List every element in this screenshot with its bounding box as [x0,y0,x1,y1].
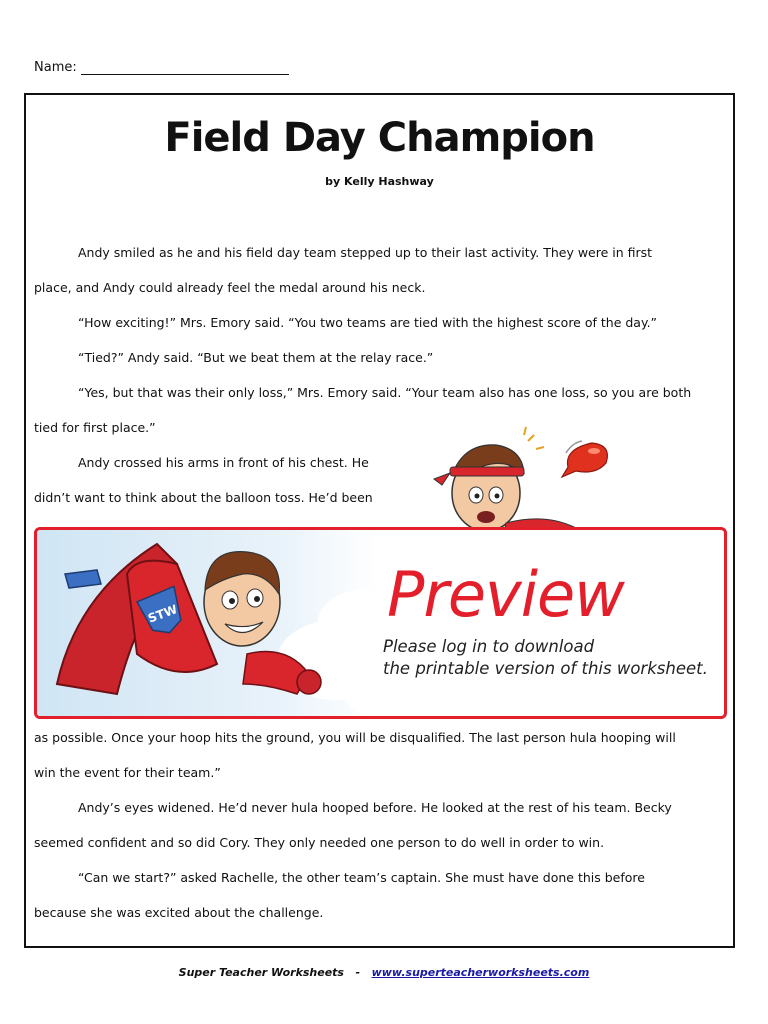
story-line: Andy crossed his arms in front of his chest. He [78,455,369,470]
story-line: tied for first place.” [34,420,156,435]
footer-website-link[interactable]: www.superteacherworksheets.com [371,966,590,979]
story-line: win the event for their team.” [34,765,221,780]
worksheet-title: Field Day Champion [164,115,595,161]
story-line: “Tied?” Andy said. “But we beat them at the relay race.” [78,350,434,365]
story-line: Andy smiled as he and his field day team stepped up to their last activity. They were in first [78,245,653,260]
name-blank-line [81,62,289,75]
svg-text:STW: STW [146,602,180,626]
footer-separator: - [355,966,361,979]
story-line: “Can we start?” asked Rachelle, the other team’s captain. She must have done this before [78,870,645,885]
preview-line-2: the printable version of this worksheet. [383,659,708,678]
name-field-row [34,60,289,75]
story-line: “Yes, but that was their only loss,” Mrs. Emory said. “Your team also has one loss, so you are both [78,385,692,400]
preview-title: Preview [387,558,624,631]
footer-brand: Super Teacher Worksheets [178,966,344,979]
story-line: place, and Andy could already feel the medal around his neck. [34,280,426,295]
preview-line-1: Please log in to download [383,637,595,656]
story-line: “How exciting!” Mrs. Emory said. “You two teams are tied with the highest score of the day.” [78,315,658,330]
water-balloon-illustration [556,435,616,485]
preview-message [383,636,708,680]
superhero-mascot-icon [47,534,347,714]
story-line: as possible. Once your hoop hits the ground, you will be disqualified. The last person hula hooping will [34,730,676,745]
story-line: Andy’s eyes widened. He’d never hula hooped before. He looked at the rest of his team. Becky [78,800,672,815]
author-byline: by Kelly Hashway [325,175,434,188]
story-line: seemed confident and so did Cory. They only needed one person to do well in order to win. [34,835,605,850]
worksheet-frame [24,93,735,948]
story-line: because she was excited about the challenge. [34,905,324,920]
footer [0,966,768,979]
preview-banner[interactable] [34,527,727,719]
name-label: Name: [34,60,77,75]
story-line: didn’t want to think about the balloon toss. He’d been [34,490,373,505]
